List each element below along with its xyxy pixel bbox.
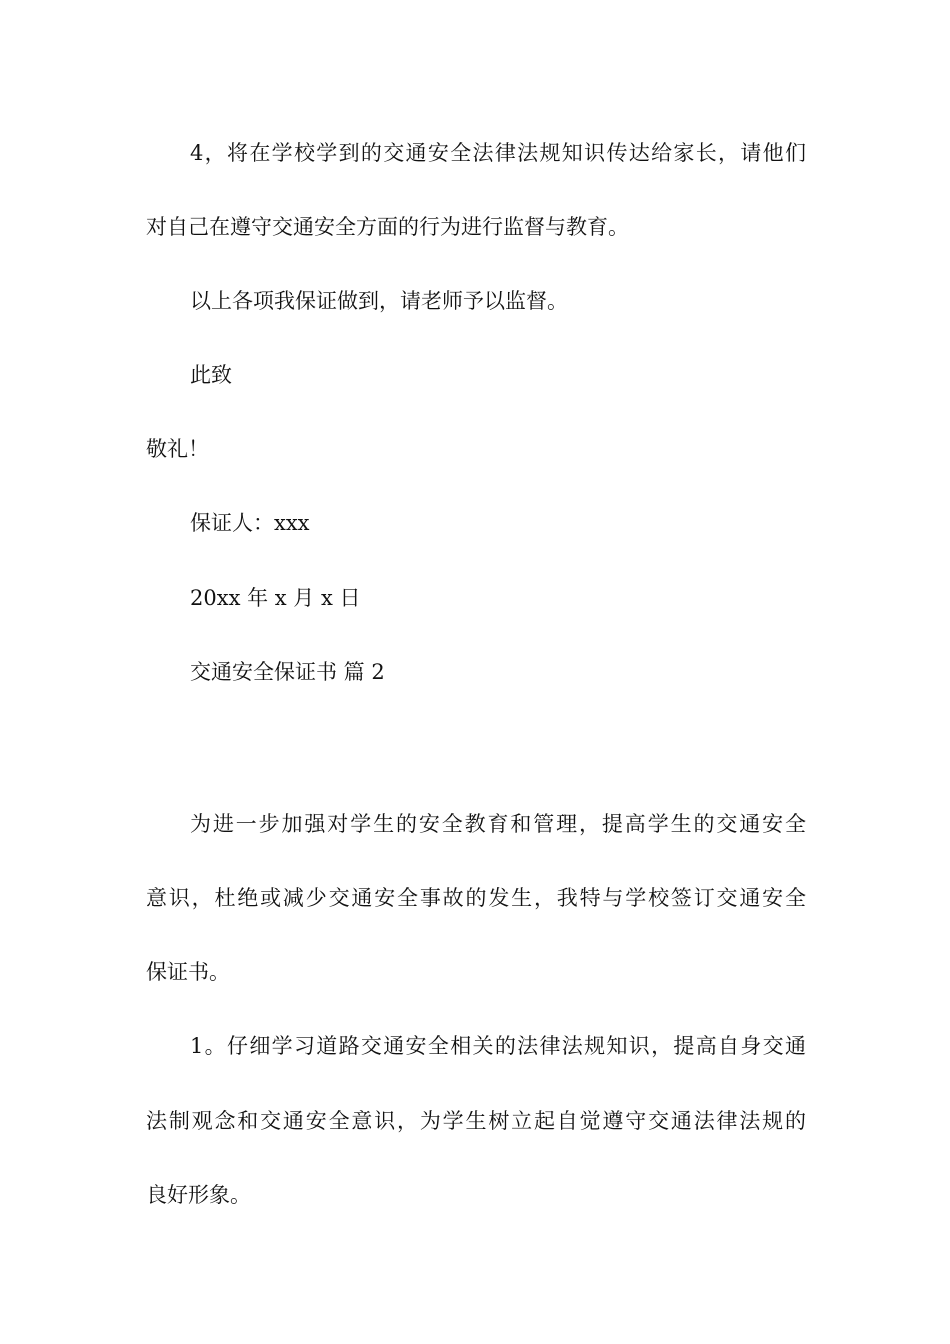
paragraph-line: 法制观念和交通安全意识，为学生树立起自觉遵守交通法律法规的 — [146, 1109, 806, 1133]
date-line: 20xx 年 x 月 x 日 — [190, 586, 361, 610]
paragraph-line: 以上各项我保证做到，请老师予以监督。 — [190, 289, 568, 313]
paragraph-line: 良好形象。 — [146, 1183, 251, 1207]
paragraph-line: 1。仔细学习道路交通安全相关的法律法规知识，提高自身交通 — [190, 1034, 806, 1058]
closing-regards: 敬礼！ — [146, 437, 209, 461]
paragraph-line: 4，将在学校学到的交通安全法律法规知识传达给家长，请他们 — [190, 141, 806, 165]
guarantor-line: 保证人：xxx — [190, 511, 310, 535]
paragraph-line: 对自己在遵守交通安全方面的行为进行监督与教育。 — [146, 215, 629, 239]
paragraph-line: 保证书。 — [146, 960, 230, 984]
paragraph-line: 为进一步加强对学生的安全教育和管理，提高学生的交通安全 — [190, 812, 806, 836]
closing-salutation: 此致 — [190, 363, 232, 387]
section-heading: 交通安全保证书 篇 2 — [190, 660, 385, 684]
paragraph-line: 意识，杜绝或减少交通安全事故的发生，我特与学校签订交通安全 — [146, 886, 806, 910]
